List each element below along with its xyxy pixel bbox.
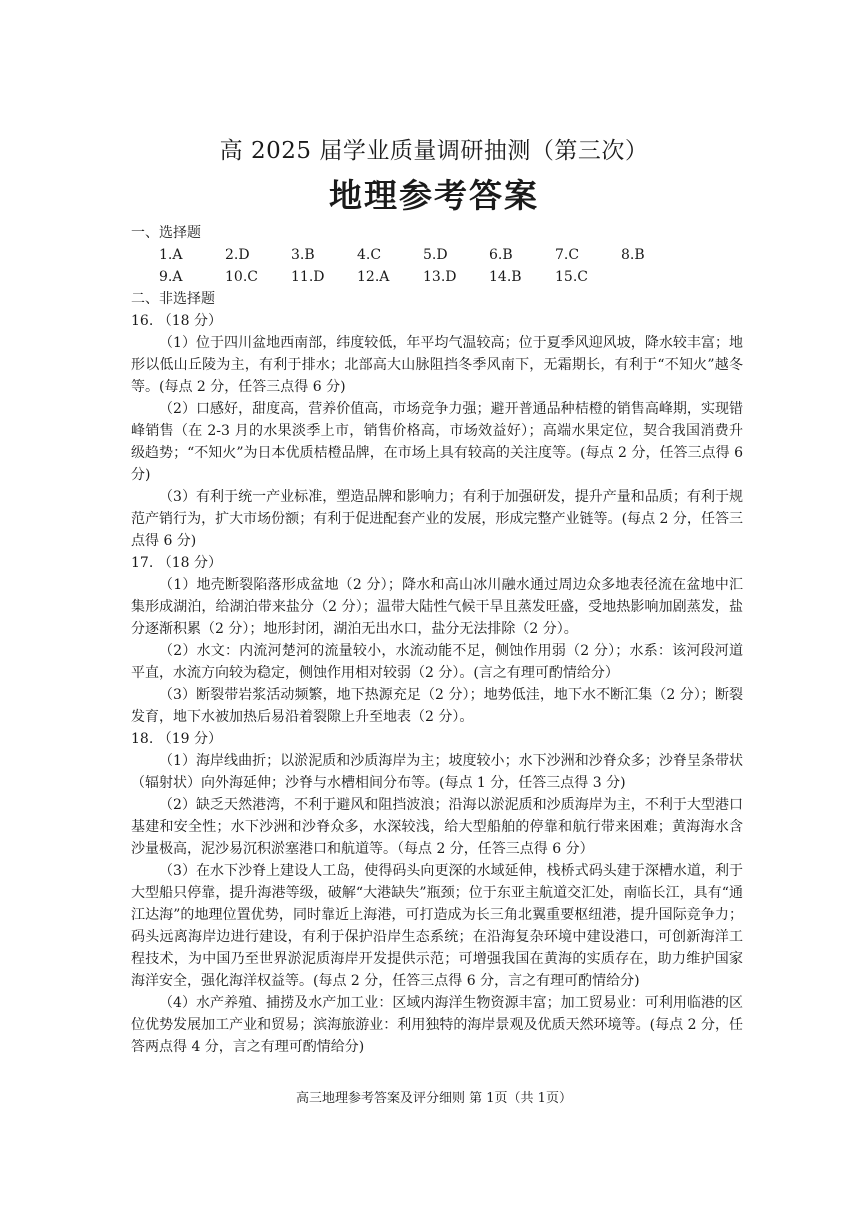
choice-answer: 7.C [555, 247, 580, 263]
question-18-part-4: （4）水产养殖、捕捞及水产加工业：区域内海洋生物资源丰富；加工贸易业：可利用临港的区位优势发展加工产业和贸易；滨海旅游业：利用独特的海岸景观及优质天然环境等。(每点 2 分，任答两点得 4 分，言之有理可酌情给分) [131, 995, 743, 1055]
question-16-part-3: （3）有利于统一产业标准，塑造品牌和影响力；有利于加强研发，提升产量和品质；有利于规范产销行为，扩大市场份额；有利于促进配套产业的发展，形成完整产业链等。(每点 2 分，任答三点得 6 分) [131, 489, 743, 549]
question-18-heading: 18. （19 分） [131, 731, 222, 747]
choice-answer: 2.D [225, 247, 250, 263]
choice-answer: 3.B [291, 247, 315, 263]
choice-answer: 9.A [159, 269, 183, 285]
page-footer: 高三地理参考答案及评分细则 第 1页（共 1页） [296, 1091, 572, 1106]
choice-section-title: 一、选择题 [131, 225, 201, 241]
choice-answer: 1.A [159, 247, 183, 263]
question-16-part-1: （1）位于四川盆地西南部，纬度较低，年平均气温较高；位于夏季风迎风坡，降水较丰富；地形以低山丘陵为主，有利于排水；北部高大山脉阻挡冬季风南下，无霜期长，有利于“不知火”越冬等。(每点 2 分，任答三点得 6 分) [131, 335, 743, 395]
nonchoice-section-title: 二、非选择题 [131, 291, 215, 307]
choice-answer: 14.B [489, 269, 522, 285]
question-18-part-1: （1）海岸线曲折；以淤泥质和沙质海岸为主；坡度较小；水下沙洲和沙脊众多；沙脊呈条带状（辐射状）向外海延伸；沙脊与水槽相间分布等。(每点 1 分，任答三点得 3 分) [131, 753, 743, 791]
question-17-part-2: （2）水文：内流河楚河的流量较小，水流动能不足，侧蚀作用弱（2 分）；水系：该河段河道平直，水流方向较为稳定，侧蚀作用相对较弱（2 分）。(言之有理可酌情给分） [131, 643, 743, 681]
choice-answer: 11.D [291, 269, 325, 285]
question-18-part-2: （2）缺乏天然港湾，不利于避风和阻挡波浪；沿海以淤泥质和沙质海岸为主，不利于大型港口基建和安全性；水下沙洲和沙脊众多，水深较浅，给大型船舶的停靠和航行带来困难；黄海海水含沙量极高，泥沙易沉积淤塞港口和航道等。（每点 2 分，任答三点得 6 分） [131, 797, 743, 857]
choice-answer: 6.B [489, 247, 513, 263]
question-17-heading: 17. （18 分） [131, 555, 222, 571]
choice-answers-row-1 [131, 244, 743, 266]
choice-answer: 13.D [423, 269, 457, 285]
answer-key-title: 地理参考答案 [329, 176, 539, 215]
question-16-heading: 16. （18 分） [131, 313, 222, 329]
choice-answer: 15.C [555, 269, 588, 285]
question-17-part-3: （3）断裂带岩浆活动频繁，地下热源充足（2 分）；地势低洼，地下水不断汇集（2 分）；断裂发育，地下水被加热后易沿着裂隙上升至地表（2 分）。 [131, 687, 743, 725]
question-16-part-2: （2）口感好，甜度高，营养价值高，市场竞争力强；避开普通品种桔橙的销售高峰期，实现错峰销售（在 2-3 月的水果淡季上市，销售价格高，市场效益好）；高端水果定位，契合我国消费升级趋势；“不知火”为日本优质桔橙品牌，在市场上具有较高的关注度等。(每点 2 分，任答三点得 6 分) [131, 401, 743, 483]
exam-title: 高 2025 届学业质量调研抽测（第三次） [219, 138, 649, 164]
choice-answer: 8.B [621, 247, 645, 263]
choice-answer: 5.D [423, 247, 448, 263]
choice-answer: 4.C [357, 247, 382, 263]
question-17-part-1: （1）地壳断裂陷落形成盆地（2 分）；降水和高山冰川融水通过周边众多地表径流在盆地中汇集形成湖泊，给湖泊带来盐分（2 分）；温带大陆性气候干旱且蒸发旺盛，受地热影响加剧蒸发，盐分逐渐积累（2 分）；地形封闭，湖泊无出水口，盐分无法排除（2 分）。 [131, 577, 743, 637]
choice-answer: 10.C [225, 269, 258, 285]
question-18-part-3: （3）在水下沙脊上建设人工岛，使得码头向更深的水域延伸，栈桥式码头建于深槽水道，利于大型船只停靠，提升海港等级，破解“大港缺失”瓶颈；位于东亚主航道交汇处，南临长江，具有“通江达海”的地理位置优势，同时靠近上海港，可打造成为长三角北翼重要枢纽港，提升国际竞争力；码头远离海岸边进行建设，有利于保护沿岸生态系统；在沿海复杂环境中建设港口，可创新海洋工程技术，为中国乃至世界淤泥质海岸开发提供示范；可增强我国在黄海的实质存在，助力维护国家海洋安全，强化海洋权益等。(每点 2 分，任答三点得 6 分，言之有理可酌情给分) [131, 863, 743, 989]
answer-content [131, 222, 743, 1058]
choice-answers-row-2 [131, 266, 743, 288]
choice-answer: 12.A [357, 269, 390, 285]
